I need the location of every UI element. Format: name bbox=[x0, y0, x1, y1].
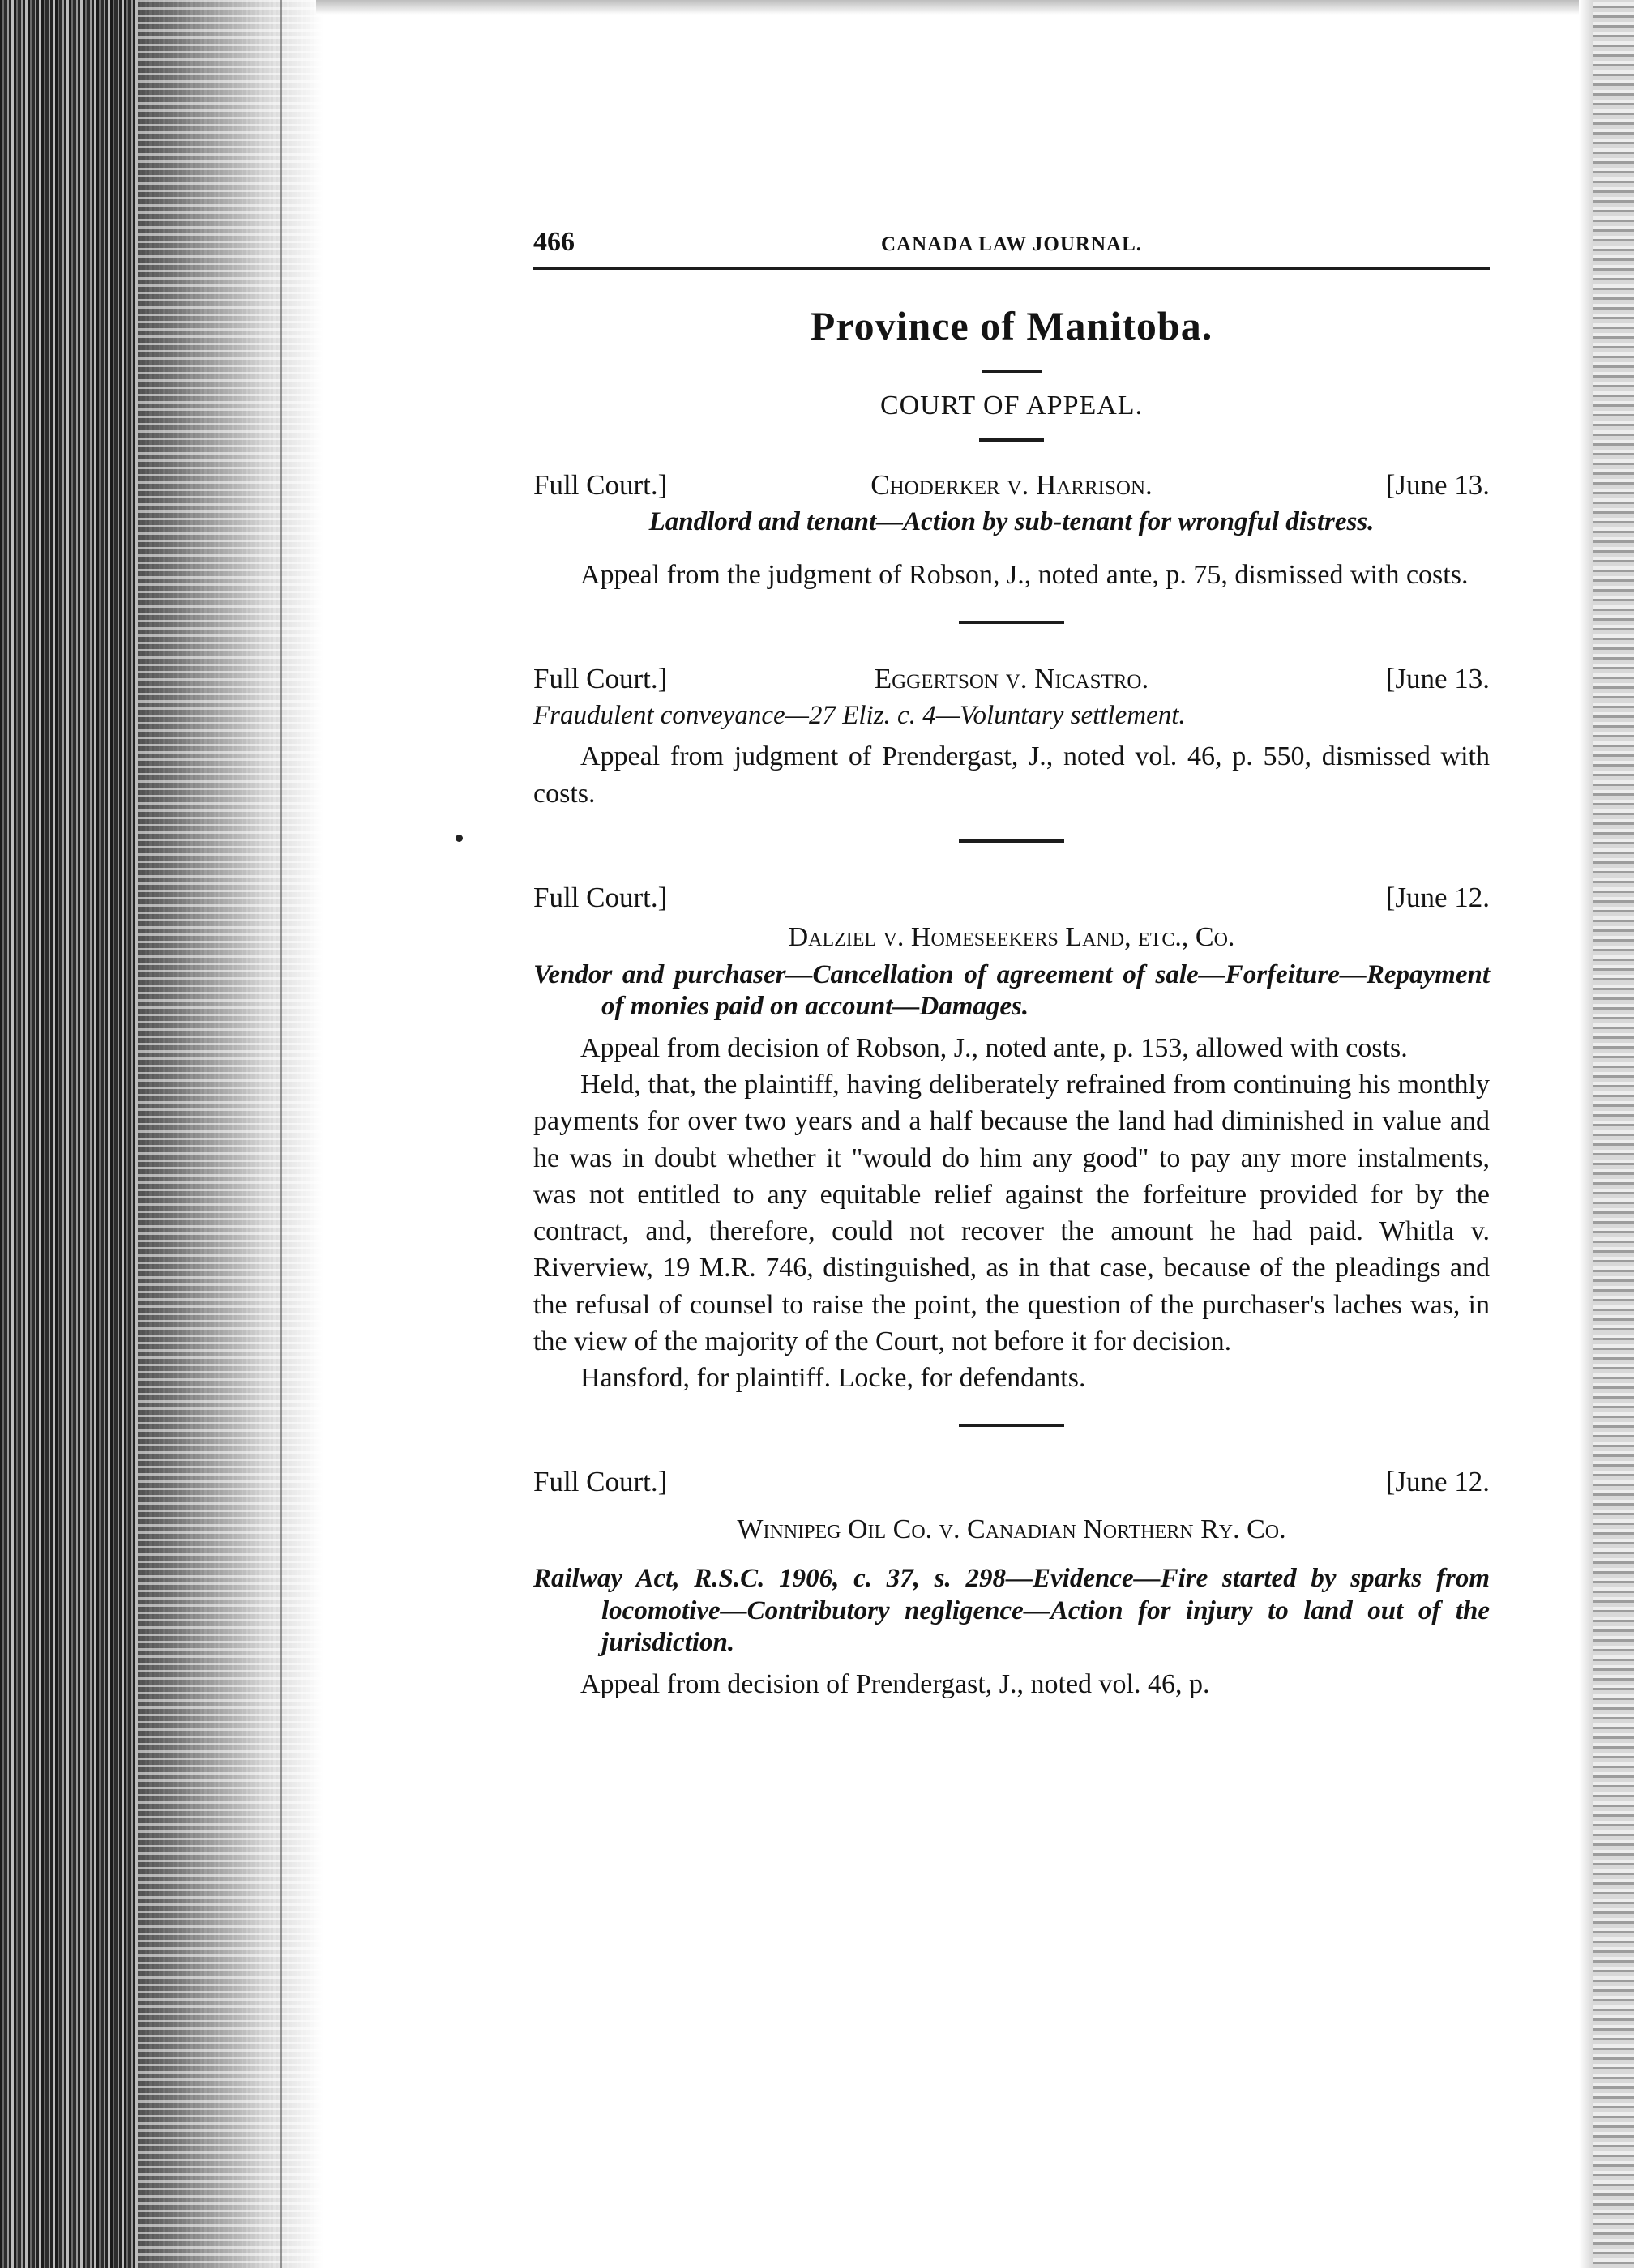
court-title: COURT OF APPEAL. bbox=[879, 391, 1144, 421]
case-entry bbox=[533, 1466, 1490, 1702]
case-entry bbox=[533, 663, 1490, 812]
case-date: [June 12. bbox=[1385, 881, 1490, 913]
case-parties: Eggertson v. Nicastro. bbox=[874, 662, 1149, 694]
case-headnote: Fraudulent conveyance—27 Eliz. c. 4—Voluntary settlement. bbox=[533, 700, 1186, 730]
divider bbox=[979, 438, 1044, 442]
case-parties: Winnipeg Oil Co. v. Canadian Northern Ry. Co. bbox=[737, 1514, 1286, 1545]
case-paragraph: Appeal from decision of Prendergast, J., noted vol. 46, p. bbox=[580, 1669, 1210, 1699]
journal-title: CANADA LAW JOURNAL. bbox=[880, 233, 1143, 255]
case-headnote: Railway Act, R.S.C. 1906, c. 37, s. 298—Evidence—Fire started by sparks from locomotive—Contributory negligence—Action for injury to land out of the jurisdiction. bbox=[533, 1564, 1490, 1658]
case-paragraph: Appeal from decision of Robson, J., noted ante, p. 153, allowed with costs. bbox=[580, 1033, 1408, 1064]
case-court: Full Court.] bbox=[533, 662, 668, 694]
divider bbox=[982, 370, 1042, 373]
case-court: Full Court.] bbox=[533, 469, 668, 501]
case-date: [June 12. bbox=[1385, 1466, 1490, 1498]
case-header bbox=[533, 1466, 1490, 1503]
journal-page bbox=[533, 219, 1490, 1702]
province-title: Province of Manitoba. bbox=[810, 303, 1213, 348]
case-divider bbox=[959, 839, 1064, 843]
case-entry bbox=[533, 882, 1490, 1396]
case-header bbox=[533, 882, 1490, 919]
binding-shadow bbox=[138, 0, 324, 2268]
case-header bbox=[533, 663, 1490, 700]
case-holding: Held, that, the plaintiff, having deliberately refrained from continuing his monthly payments for over two years and a half because the land had diminished in value and he was in doubt whether it "would do him any good" to pay any more instalments, was not entitled to any equitable relief against the forfeiture provided for by the contract, and, therefore, could not recover the amount he had paid. Whitla v. Riverview, 19 M.R. 746, distinguished, as in that case, because of the pleadings and the refusal of counsel to raise the point, the question of the purchaser's laches was, in the view of the majority of the Court, not before it for decision. bbox=[533, 1070, 1490, 1356]
case-parties: Choderker v. Harrison. bbox=[870, 469, 1153, 501]
ink-speck bbox=[456, 835, 463, 842]
page-edge-line bbox=[280, 0, 282, 2268]
running-head bbox=[533, 219, 1490, 270]
case-header bbox=[533, 469, 1490, 506]
case-entry bbox=[533, 469, 1490, 593]
case-date: [June 13. bbox=[1385, 662, 1490, 694]
case-paragraph: Appeal from judgment of Prendergast, J., noted vol. 46, p. 550, dismissed with costs. bbox=[533, 741, 1490, 809]
top-scan-shadow bbox=[316, 0, 1581, 15]
case-paragraph: Appeal from the judgment of Robson, J., noted ante, p. 75, dismissed with costs. bbox=[580, 559, 1469, 590]
case-divider bbox=[959, 1424, 1064, 1427]
case-parties: Dalziel v. Homeseekers Land, etc., Co. bbox=[788, 921, 1235, 952]
case-court: Full Court.] bbox=[533, 1466, 668, 1498]
right-edge-shadow bbox=[1579, 0, 1593, 2268]
case-headnote: Vendor and purchaser—Cancellation of agreement of sale—Forfeiture—Repayment of monies paid on account—Damages. bbox=[533, 959, 1490, 1022]
case-court: Full Court.] bbox=[533, 881, 668, 913]
case-counsel: Hansford, for plaintiff. Locke, for defendants. bbox=[580, 1363, 1086, 1393]
case-date: [June 13. bbox=[1385, 469, 1490, 501]
right-page-edge bbox=[1593, 0, 1634, 2268]
case-headnote: Landlord and tenant—Action by sub-tenant for wrongful distress. bbox=[648, 507, 1375, 536]
page-number: 466 bbox=[533, 227, 575, 257]
case-divider bbox=[959, 621, 1064, 624]
